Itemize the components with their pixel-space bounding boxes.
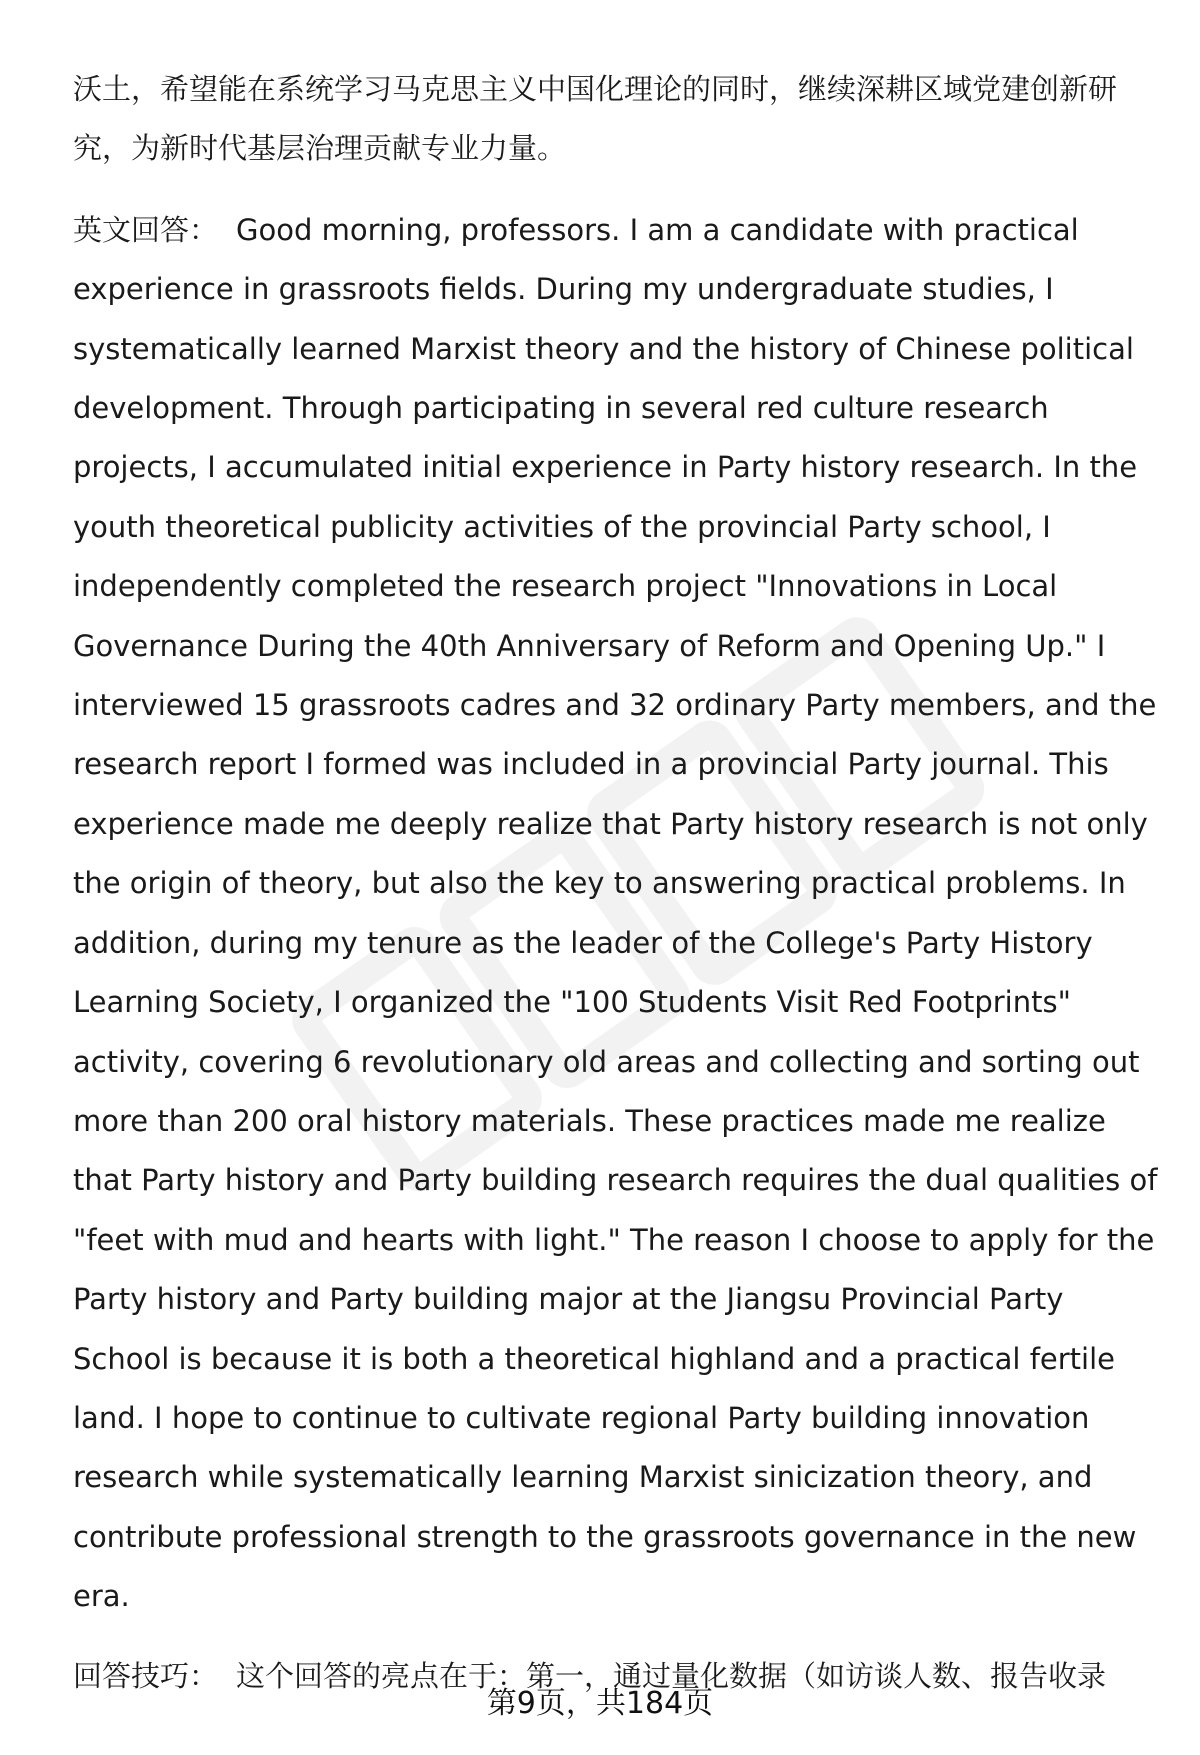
english-answer-label: 英文回答： bbox=[73, 212, 219, 247]
tips-text: 这个回答的亮点在于：第一，通过量化数据（如访谈人数、报告收录 bbox=[236, 1658, 1107, 1693]
page-number-footer: 第9页，共184页 bbox=[486, 1686, 714, 1721]
english-answer-text: Good morning, professors. I am a candidate with practical experience in grassroots fields. During my undergraduate studies, I systematically learned Marxist theory and the history of Chinese political development. Through participating in several red culture research projects, I accumulated initial experience in Party history research. In the youth theoretical publicity activities of the provincial Party school, I independently completed the research project "Innovations in Local Governance During the 40th Anniversary of Reform and Opening Up." I interviewed 15 grassroots cadres and 32 ordinary Party members, and the research report I formed was included in a provincial Party journal. This experience made me deeply realize that Party history research is not only the origin of theory, but also the key to answering practical problems. In addition, during my tenure as the leader of the College's Party History Learning Society, I organized the "100 Students Visit Red Footprints" activity, covering 6 revolutionary old areas and collecting and sorting out more than 200 oral history materials. These practices made me realize that Party history and Party building research requires the dual qualities of "feet with mud and hearts with light." The reason I choose to apply for the Party history and Party building major at the Jiangsu Provincial Party School is because it is both a theoretical highland and a practical fertile land. I hope to continue to cultivate regional Party building innovation research while systematically learning Marxist sinicization theory, and contribute professional strength to the grassroots governance in the new era. bbox=[73, 212, 1158, 1614]
document-body bbox=[73, 60, 1165, 1706]
english-answer-paragraph bbox=[73, 201, 1165, 1627]
intro-paragraph: 沃土，希望能在系统学习马克思主义中国化理论的同时，继续深耕区域党建创新研究，为新时代基层治理贡献专业力量。 bbox=[73, 72, 1118, 166]
tips-label: 回答技巧： bbox=[73, 1658, 219, 1693]
